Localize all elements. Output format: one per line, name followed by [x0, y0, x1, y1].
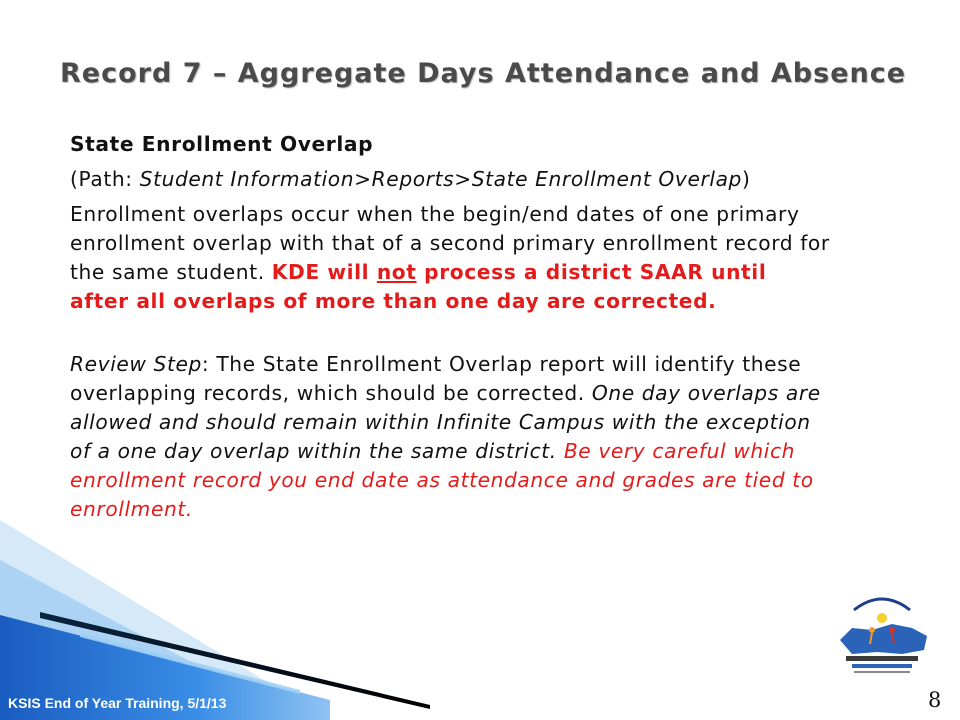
spacer: [70, 322, 830, 350]
path-text: Student Information>Reports>State Enrollment Overlap: [139, 167, 742, 191]
slide-title: Record 7 – Aggregate Days Attendance and Absence: [60, 58, 907, 89]
warning-not: not: [376, 260, 417, 284]
path-line: [70, 165, 830, 194]
review-text: : The State Enrollment Overlap report will identify these overlapping records, which should be corrected.: [70, 352, 802, 405]
caution-text: Be very careful which enrollment record you end date as attendance and grades are tied to enrollment.: [70, 439, 814, 521]
paragraph-overlap-text: Enrollment overlaps occur when the begin/end dates of one primary enrollment overlap with that of a second primary enrollment record for the same student.: [70, 202, 830, 284]
paragraph-overlap: [70, 200, 830, 316]
warning-text-1: KDE will: [271, 260, 377, 284]
star-icon: [877, 613, 887, 623]
path-open: (Path:: [70, 167, 140, 191]
paragraph-review: [70, 350, 830, 524]
slide-body: [70, 130, 830, 530]
warning-text-2: process a district SAAR until after all overlaps of more than one day are corrected.: [70, 260, 767, 313]
review-step-label: Review Step: [70, 352, 202, 376]
review-italic-text: One day overlaps are allowed and should remain within Infinite Campus with the exception of a one day overlap within the same district.: [70, 381, 821, 463]
footer-caption: KSIS End of Year Training, 5/1/13: [8, 695, 227, 711]
page-number: 8: [928, 688, 942, 712]
path-close: ): [741, 167, 751, 191]
every-child-logo: [832, 580, 932, 680]
section-heading: State Enrollment Overlap: [70, 132, 374, 156]
